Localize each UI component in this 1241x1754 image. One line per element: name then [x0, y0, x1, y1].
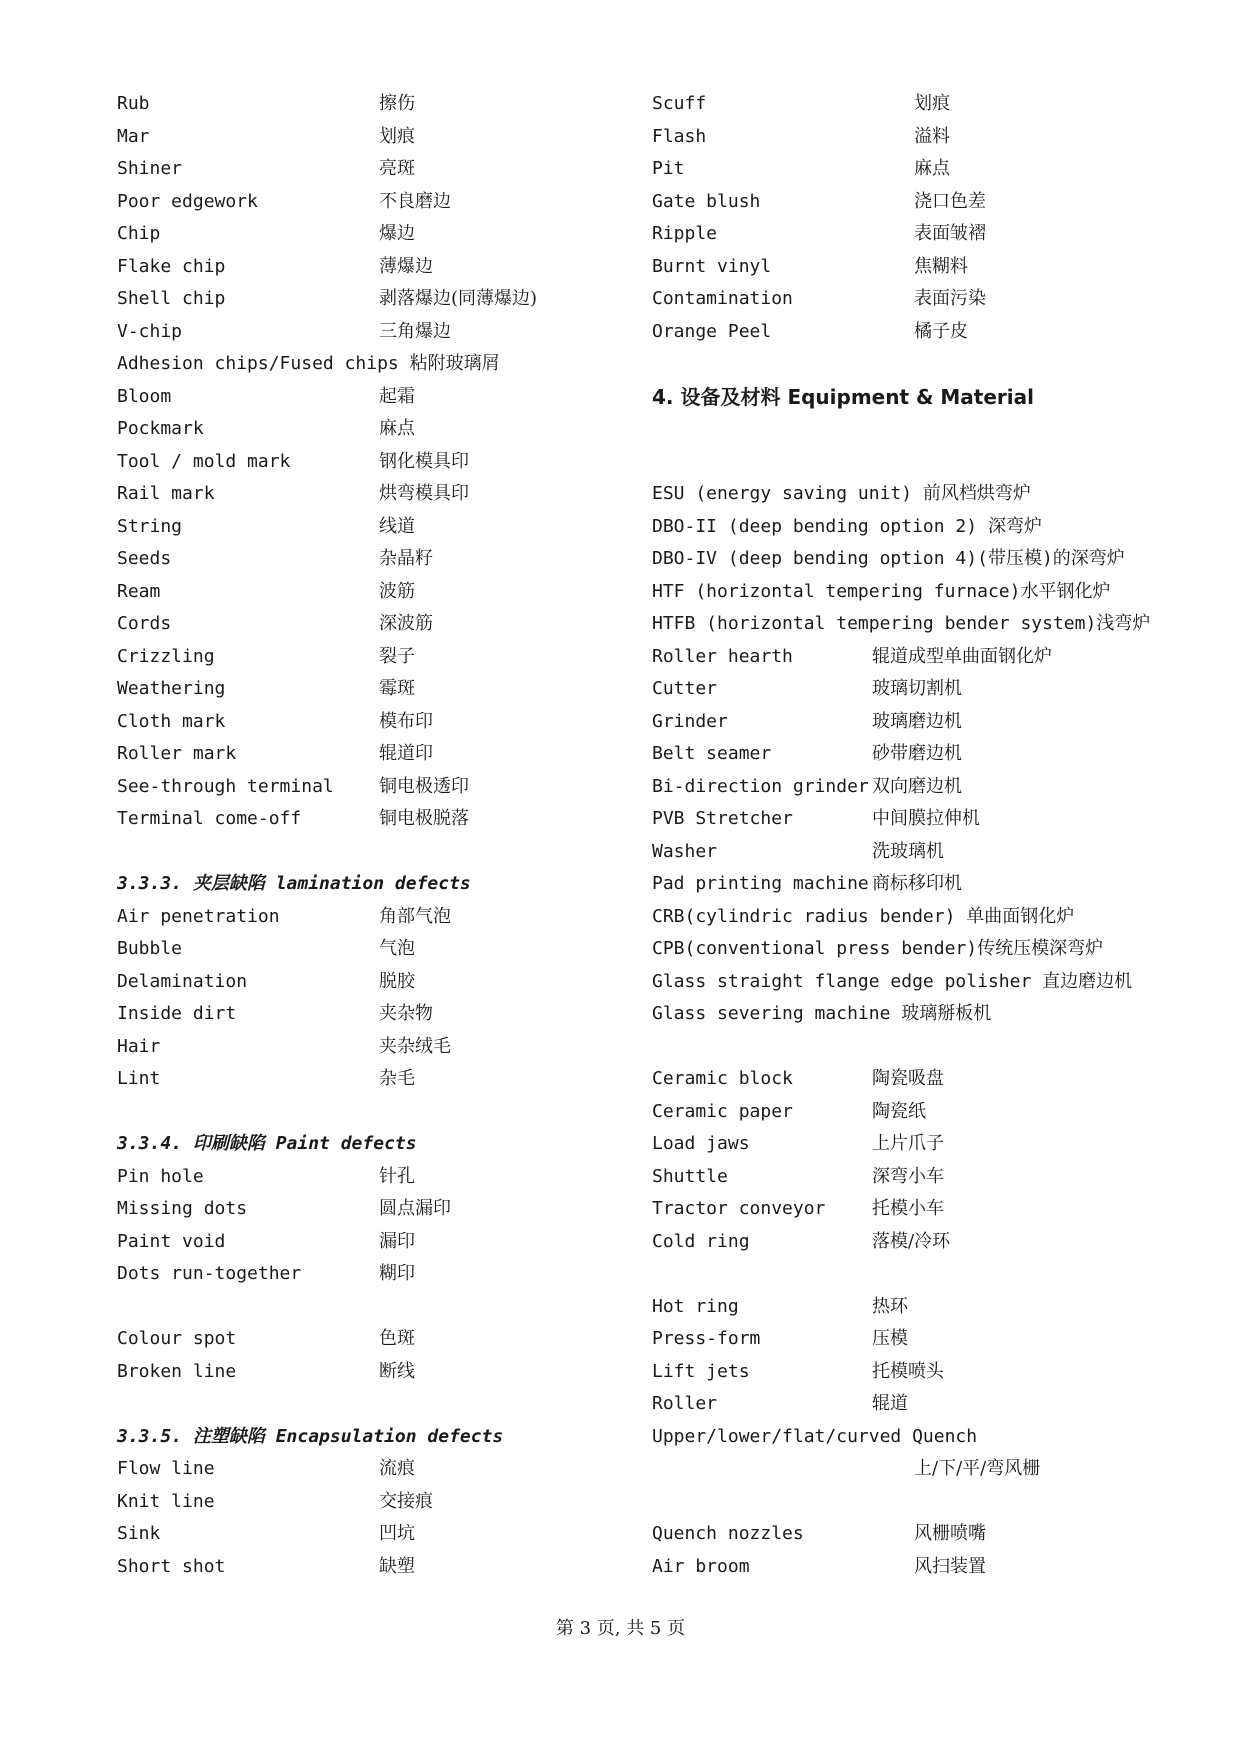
- list-item: [652, 1128, 1227, 1161]
- translation: 钢化模具印: [379, 450, 469, 472]
- translation: 砂带磨边机: [872, 743, 962, 764]
- term: Flow line: [117, 1458, 215, 1479]
- list-item: [117, 1323, 637, 1356]
- list-item: [117, 251, 637, 284]
- translation: 圆点漏印: [379, 1198, 451, 1219]
- glass-defects-list-2: [117, 381, 637, 836]
- list-item: [652, 673, 1227, 706]
- list-item: [652, 153, 1227, 186]
- equipment-list: [652, 641, 1227, 901]
- translation: 交接痕: [379, 1490, 433, 1512]
- list-item: [652, 706, 1227, 739]
- list-item: [117, 1226, 637, 1259]
- term: ESU (energy saving unit) 前风档烘弯炉: [652, 483, 1031, 504]
- term: Scuff: [652, 93, 707, 114]
- translation: 橘子皮: [914, 320, 968, 342]
- list-item: [117, 446, 637, 479]
- list-item: [652, 511, 1227, 544]
- translation: 浇口色差: [914, 190, 986, 212]
- list-item: [652, 803, 1227, 836]
- translation: 商标移印机: [872, 873, 962, 894]
- translation: 起霜: [379, 385, 415, 407]
- term: Flake chip: [117, 255, 226, 277]
- left-column: [117, 88, 637, 1583]
- term: Quench nozzles: [652, 1523, 804, 1544]
- term: Shuttle: [652, 1165, 728, 1187]
- materials-list-2: [652, 1291, 1227, 1421]
- list-item: [117, 901, 637, 934]
- translation: 辊道: [872, 1393, 908, 1414]
- list-item: [652, 868, 1227, 901]
- list-item: [117, 933, 637, 966]
- term: Roller: [652, 1393, 718, 1414]
- list-item: [652, 251, 1227, 284]
- translation: 裂子: [379, 645, 415, 667]
- term: Ream: [117, 580, 161, 602]
- paint-defects-list: [117, 1161, 637, 1291]
- list-item: [117, 121, 637, 154]
- translation: 风扫装置: [914, 1555, 986, 1577]
- list-item: [117, 576, 637, 609]
- translation: 断线: [379, 1360, 415, 1382]
- term: Short shot: [117, 1555, 226, 1577]
- list-item: [117, 381, 637, 414]
- term: Cutter: [652, 678, 718, 699]
- list-item: [117, 706, 637, 739]
- list-item: [117, 478, 637, 511]
- translation: 烘弯模具印: [379, 483, 469, 504]
- list-item: [117, 186, 637, 219]
- term: Ceramic block: [652, 1068, 793, 1089]
- list-item: [117, 218, 637, 251]
- term: Shiner: [117, 158, 183, 179]
- section-heading-paint: 3.3.4. 印刷缺陷 Paint defects: [117, 1133, 417, 1154]
- term: Seeds: [117, 548, 172, 569]
- translation: 夹杂物: [379, 1003, 433, 1024]
- list-item: [652, 1421, 1227, 1454]
- term: Ceramic paper: [652, 1100, 793, 1122]
- term: Tool / mold mark: [117, 450, 291, 472]
- term: HTFB (horizontal tempering bender system)浅弯炉: [652, 613, 1151, 634]
- term: Orange Peel: [652, 320, 772, 342]
- lamination-defects-list: [117, 901, 637, 1096]
- list-item: [117, 608, 637, 641]
- translation: 缺塑: [379, 1555, 415, 1577]
- list-item: [652, 901, 1227, 934]
- translation: 夹杂绒毛: [379, 1035, 451, 1057]
- translation: 上片爪子: [872, 1133, 944, 1154]
- list-item: [652, 316, 1227, 349]
- term: Lint: [117, 1068, 161, 1089]
- list-item: [117, 413, 637, 446]
- term: Crizzling: [117, 645, 215, 667]
- list-item: [117, 153, 637, 186]
- term: Air broom: [652, 1555, 750, 1577]
- translation: 深弯小车: [872, 1165, 944, 1187]
- term: Terminal come-off: [117, 808, 302, 829]
- translation: 爆边: [379, 223, 415, 244]
- list-item: [117, 1551, 637, 1584]
- term: Poor edgework: [117, 190, 258, 212]
- term: See-through terminal: [117, 775, 334, 797]
- list-item: [117, 1486, 637, 1519]
- term: Pad printing machine: [652, 873, 869, 894]
- translation: 中间膜拉伸机: [872, 808, 980, 829]
- list-item: [117, 511, 637, 544]
- term: Upper/lower/flat/curved Quench: [652, 1425, 978, 1447]
- translation: 划痕: [379, 125, 415, 147]
- list-item: [117, 1258, 637, 1291]
- list-item: [652, 738, 1227, 771]
- term: Knit line: [117, 1490, 215, 1512]
- term: Colour spot: [117, 1328, 237, 1349]
- term: Weathering: [117, 678, 226, 699]
- list-item: [652, 186, 1227, 219]
- term: Sink: [117, 1523, 161, 1544]
- list-item: [652, 1226, 1227, 1259]
- translation: 亮斑: [379, 158, 415, 179]
- list-item: [117, 1518, 637, 1551]
- translation: 铜电极脱落: [379, 808, 469, 829]
- list-item: [117, 543, 637, 576]
- term: Lift jets: [652, 1360, 750, 1382]
- term: DBO-IV (deep bending option 4)(带压模)的深弯炉: [652, 548, 1125, 569]
- term: Burnt vinyl: [652, 255, 772, 277]
- term: Tractor conveyor: [652, 1198, 826, 1219]
- translation: 陶瓷吸盘: [872, 1068, 944, 1089]
- term: Mar: [117, 125, 150, 147]
- term: Hair: [117, 1035, 161, 1057]
- translation: 溢料: [914, 125, 950, 147]
- term: DBO-II (deep bending option 2) 深弯炉: [652, 515, 1042, 537]
- list-item: [652, 608, 1227, 641]
- list-item: [652, 966, 1227, 999]
- translation: 陶瓷纸: [872, 1100, 926, 1122]
- list-item: [652, 576, 1227, 609]
- list-item: [652, 543, 1227, 576]
- translation: 麻点: [379, 418, 415, 439]
- list-item: [652, 121, 1227, 154]
- list-item: [117, 803, 637, 836]
- term: Bloom: [117, 385, 172, 407]
- list-item: [117, 1031, 637, 1064]
- list-item: [652, 218, 1227, 251]
- paint-defects-list-2: [117, 1323, 637, 1388]
- translation: 划痕: [914, 93, 950, 114]
- list-item: [652, 1453, 1227, 1486]
- translation: 流痕: [379, 1458, 415, 1479]
- translation: 杂晶籽: [379, 548, 433, 569]
- encapsulation-defects-list: [117, 1453, 637, 1583]
- list-item: [117, 348, 637, 381]
- term: Pin hole: [117, 1165, 204, 1187]
- list-item: [652, 1161, 1227, 1194]
- list-item: [652, 478, 1227, 511]
- section-heading-equipment: 4. 设备及材料 Equipment & Material: [652, 384, 1034, 409]
- term: Missing dots: [117, 1198, 248, 1219]
- list-item: [117, 88, 637, 121]
- term: String: [117, 515, 183, 537]
- translation: 表面皱褶: [914, 223, 986, 244]
- translation: 铜电极透印: [379, 775, 469, 797]
- list-item: [652, 1291, 1227, 1324]
- term: Cloth mark: [117, 710, 226, 732]
- list-item: [117, 771, 637, 804]
- translation: 麻点: [914, 158, 950, 179]
- list-item: [652, 836, 1227, 869]
- section-heading-lamination: 3.3.3. 夹层缺陷 lamination defects: [117, 873, 471, 894]
- translation: 托模小车: [872, 1198, 944, 1219]
- translation: 辊道成型单曲面钢化炉: [872, 645, 1052, 667]
- translation: 脱胶: [379, 970, 415, 992]
- translation: 风栅喷嘴: [914, 1523, 986, 1544]
- list-item: [652, 1063, 1227, 1096]
- translation: 玻璃切割机: [872, 678, 962, 699]
- translation: 表面污染: [914, 288, 986, 309]
- list-item: [652, 1388, 1227, 1421]
- list-item: [117, 1356, 637, 1389]
- list-item: [117, 966, 637, 999]
- term: Flash: [652, 125, 707, 147]
- list-item: [117, 316, 637, 349]
- materials-list: [652, 1063, 1227, 1258]
- list-item: [652, 771, 1227, 804]
- translation: 擦伤: [379, 93, 415, 114]
- translation: 漏印: [379, 1230, 415, 1252]
- translation: 模布印: [379, 710, 433, 732]
- list-item: [117, 1063, 637, 1096]
- translation: 剥落爆边(同薄爆边): [379, 288, 538, 309]
- term: Pit: [652, 158, 685, 179]
- term: Glass severing machine 玻璃掰板机: [652, 1003, 992, 1024]
- translation: 气泡: [379, 938, 415, 959]
- term: Dots run-together: [117, 1263, 302, 1284]
- glass-defects-list: [117, 88, 637, 348]
- term: Roller hearth: [652, 645, 793, 667]
- translation: 辊道印: [379, 743, 433, 764]
- term: Gate blush: [652, 190, 761, 212]
- list-item: [117, 1453, 637, 1486]
- term: Inside dirt: [117, 1003, 237, 1024]
- term: Shell chip: [117, 288, 226, 309]
- encapsulation-defects-list-2: [652, 88, 1227, 348]
- term: Load jaws: [652, 1133, 750, 1154]
- term: V-chip: [117, 320, 183, 342]
- list-item: [652, 1323, 1227, 1356]
- term: Bubble: [117, 938, 183, 959]
- term: Rub: [117, 93, 150, 114]
- translation: 洗玻璃机: [872, 840, 944, 862]
- translation: 深波筋: [379, 613, 433, 634]
- list-item: [117, 641, 637, 674]
- term: Paint void: [117, 1230, 226, 1252]
- translation: 线道: [379, 515, 415, 537]
- term: Press-form: [652, 1328, 761, 1349]
- term: Contamination: [652, 288, 793, 309]
- list-item: [652, 1193, 1227, 1226]
- term: Pockmark: [117, 418, 204, 439]
- list-item: [117, 283, 637, 316]
- term: Ripple: [652, 223, 718, 244]
- translation: 薄爆边: [379, 255, 433, 277]
- list-item: [652, 998, 1227, 1031]
- equipment-inline-list: [652, 478, 1227, 641]
- list-item: [652, 88, 1227, 121]
- translation: 角部气泡: [379, 905, 451, 927]
- term: Roller mark: [117, 743, 237, 764]
- translation: 落模/冷环: [872, 1230, 951, 1252]
- list-item: [117, 738, 637, 771]
- term: Rail mark: [117, 483, 215, 504]
- translation: 上/下/平/弯风栅: [914, 1458, 1041, 1479]
- translation: 波筋: [379, 580, 415, 602]
- list-item: [652, 1096, 1227, 1129]
- term: Grinder: [652, 710, 728, 732]
- term: Cords: [117, 613, 172, 634]
- translation: 热环: [872, 1295, 908, 1317]
- translation: 压模: [872, 1328, 908, 1349]
- list-item: [117, 1161, 637, 1194]
- list-item: [652, 641, 1227, 674]
- materials-list-3: [652, 1518, 1227, 1583]
- term: CRB(cylindric radius bender) 单曲面钢化炉: [652, 905, 1075, 927]
- translation: 不良磨边: [379, 190, 451, 212]
- list-item: [652, 1551, 1227, 1584]
- term: Belt seamer: [652, 743, 772, 764]
- section-heading-encapsulation: 3.3.5. 注塑缺陷 Encapsulation defects: [117, 1425, 504, 1447]
- term: Chip: [117, 223, 161, 244]
- term: Delamination: [117, 970, 248, 992]
- list-item: [117, 998, 637, 1031]
- term: Cold ring: [652, 1230, 750, 1252]
- term: CPB(conventional press bender)传统压模深弯炉: [652, 938, 1104, 959]
- term: Glass straight flange edge polisher 直边磨边机: [652, 970, 1133, 992]
- list-item: [117, 1193, 637, 1226]
- list-item: [652, 283, 1227, 316]
- translation: 玻璃磨边机: [872, 710, 962, 732]
- right-column: [652, 88, 1227, 1583]
- term: Bi-direction grinder: [652, 775, 869, 797]
- translation: 霉斑: [379, 678, 415, 699]
- translation: 糊印: [379, 1263, 415, 1284]
- equipment-inline-list-2: [652, 901, 1227, 1031]
- translation: 针孔: [379, 1165, 415, 1187]
- term: Washer: [652, 840, 718, 862]
- list-item: [652, 1518, 1227, 1551]
- term: PVB Stretcher: [652, 808, 793, 829]
- term: Air penetration: [117, 905, 280, 927]
- term: Hot ring: [652, 1295, 739, 1317]
- translation: 色斑: [379, 1328, 415, 1349]
- translation: 三角爆边: [379, 320, 451, 342]
- term: Broken line: [117, 1360, 237, 1382]
- translation: 双向磨边机: [872, 775, 962, 797]
- translation: 托模喷头: [872, 1360, 944, 1382]
- list-item: [652, 1356, 1227, 1389]
- list-item: [652, 933, 1227, 966]
- list-item: [117, 673, 637, 706]
- translation: 焦糊料: [914, 255, 968, 277]
- page-footer: 第 3 页, 共 5 页: [555, 1618, 686, 1639]
- translation: 凹坑: [379, 1523, 415, 1544]
- term: Adhesion chips/Fused chips 粘附玻璃屑: [117, 353, 500, 374]
- term: HTF (horizontal tempering furnace)水平钢化炉: [652, 580, 1111, 602]
- translation: 杂毛: [379, 1068, 415, 1089]
